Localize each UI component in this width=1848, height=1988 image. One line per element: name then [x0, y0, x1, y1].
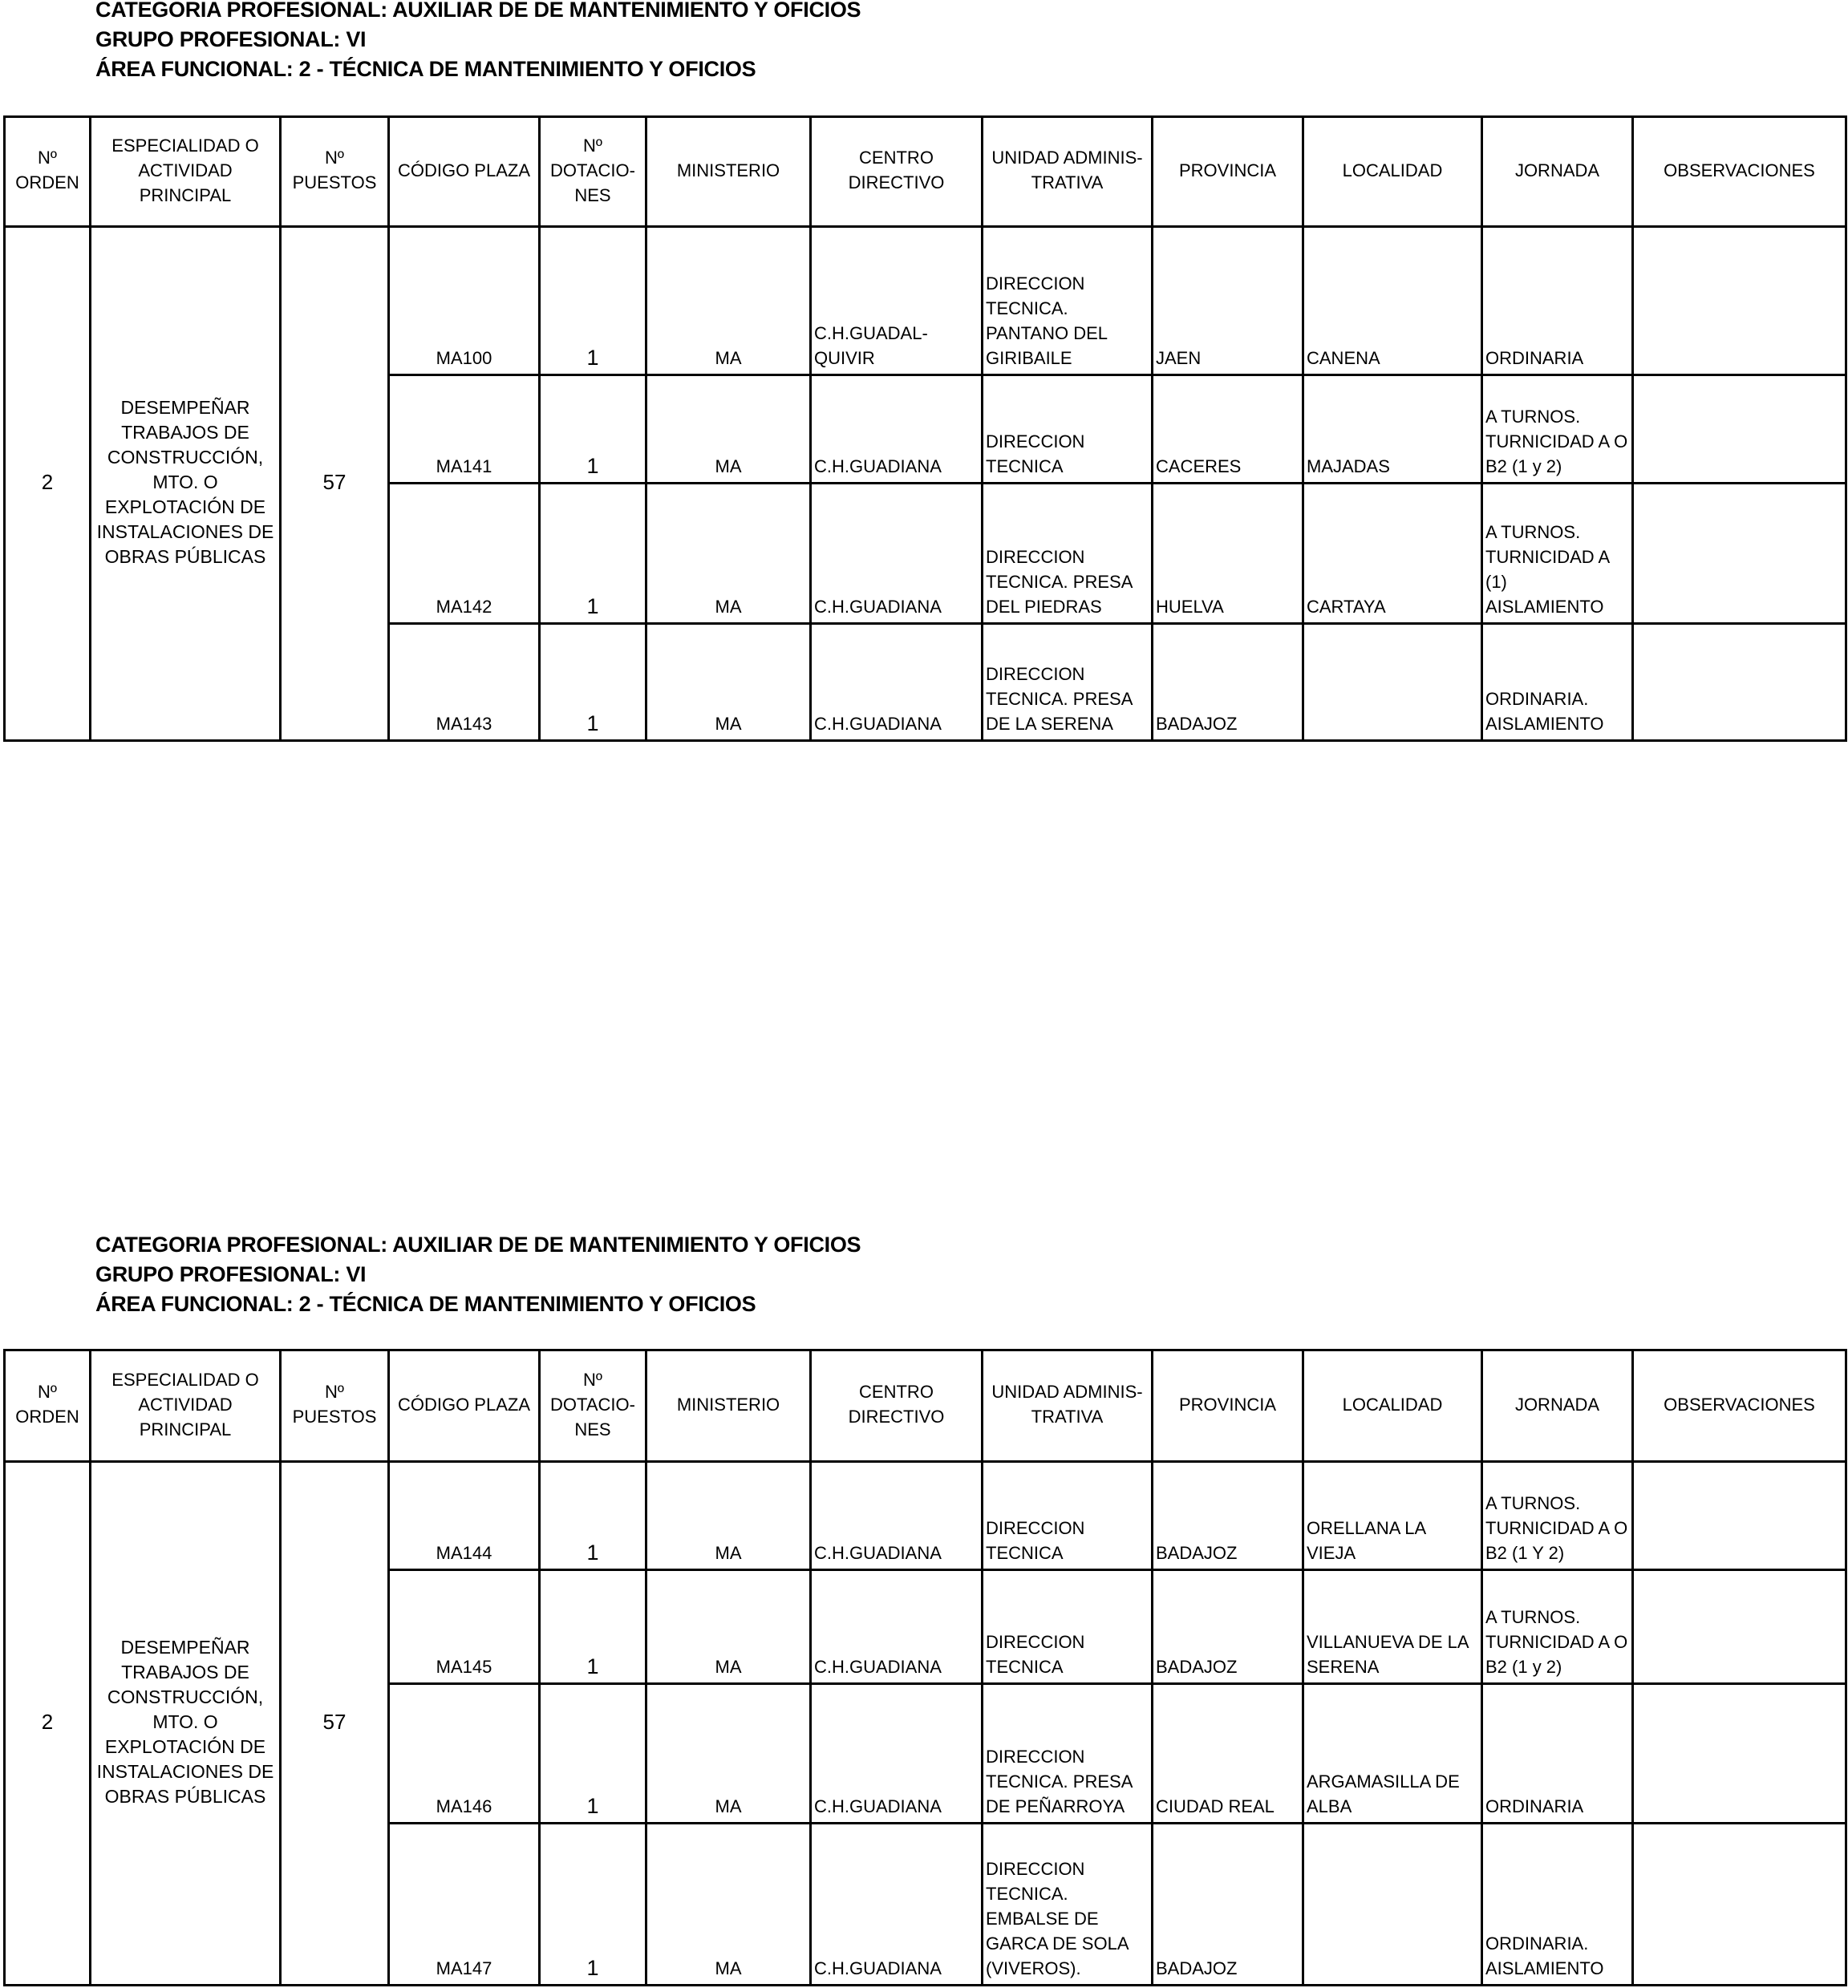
ministerio-cell: MA	[646, 484, 811, 624]
column-header: CENTRO DIRECTIVO	[811, 1350, 983, 1462]
ministerio-cell: MA	[646, 227, 811, 375]
centro-cell: C.H.GUADAL-QUIVIR	[811, 227, 983, 375]
unidad-cell: DIRECCION TECNICA. PRESA DE PEÑARROYA	[983, 1684, 1153, 1824]
observaciones-cell	[1633, 227, 1846, 375]
section-1-titles	[95, 0, 861, 84]
section-title-line: ÁREA FUNCIONAL: 2 - TÉCNICA DE MANTENIMIENTO Y OFICIOS	[95, 1292, 756, 1316]
observaciones-cell	[1633, 375, 1846, 484]
jornada-cell: A TURNOS. TURNICIDAD A O B2 (1 Y 2)	[1482, 1462, 1633, 1570]
codigo-cell: MA144	[389, 1462, 540, 1570]
puestos-cell: 57	[281, 227, 389, 741]
localidad-cell: MAJADAS	[1303, 375, 1482, 484]
observaciones-cell	[1633, 1570, 1846, 1684]
provincia-cell: BADAJOZ	[1153, 1824, 1303, 1986]
column-header: PROVINCIA	[1153, 1350, 1303, 1462]
codigo-cell: MA142	[389, 484, 540, 624]
unidad-cell: DIRECCION TECNICA. PRESA DEL PIEDRAS	[983, 484, 1153, 624]
provincia-cell: CACERES	[1153, 375, 1303, 484]
positions-table-2	[3, 1349, 1847, 1986]
column-header: CÓDIGO PLAZA	[389, 1350, 540, 1462]
unidad-cell: DIRECCION TECNICA	[983, 1462, 1153, 1570]
ministerio-cell: MA	[646, 375, 811, 484]
unidad-cell: DIRECCION TECNICA	[983, 1570, 1153, 1684]
table-row	[5, 227, 1846, 375]
unidad-cell: DIRECCION TECNICA. PANTANO DEL GIRIBAILE	[983, 227, 1153, 375]
provincia-cell: BADAJOZ	[1153, 1570, 1303, 1684]
column-header: LOCALIDAD	[1303, 117, 1482, 227]
unidad-cell: DIRECCION TECNICA	[983, 375, 1153, 484]
observaciones-cell	[1633, 1824, 1846, 1986]
dotaciones-cell: 1	[540, 484, 646, 624]
column-header: CENTRO DIRECTIVO	[811, 117, 983, 227]
section-title-line: ÁREA FUNCIONAL: 2 - TÉCNICA DE MANTENIMIENTO Y OFICIOS	[95, 57, 756, 81]
localidad-cell: VILLANUEVA DE LA SERENA	[1303, 1570, 1482, 1684]
unidad-cell: DIRECCION TECNICA. PRESA DE LA SERENA	[983, 624, 1153, 741]
column-header: UNIDAD ADMINIS-TRATIVA	[983, 117, 1153, 227]
observaciones-cell	[1633, 624, 1846, 741]
column-header: JORNADA	[1482, 1350, 1633, 1462]
dotaciones-cell: 1	[540, 1824, 646, 1986]
localidad-cell: CARTAYA	[1303, 484, 1482, 624]
ministerio-cell: MA	[646, 1684, 811, 1824]
provincia-cell: CIUDAD REAL	[1153, 1684, 1303, 1824]
provincia-cell: HUELVA	[1153, 484, 1303, 624]
orden-cell: 2	[5, 227, 91, 741]
dotaciones-cell: 1	[540, 227, 646, 375]
section-title-line: CATEGORIA PROFESIONAL: AUXILIAR DE DE MANTENIMIENTO Y OFICIOS	[95, 0, 861, 22]
localidad-cell: ORELLANA LA VIEJA	[1303, 1462, 1482, 1570]
column-header: OBSERVACIONES	[1633, 117, 1846, 227]
localidad-cell	[1303, 624, 1482, 741]
codigo-cell: MA141	[389, 375, 540, 484]
centro-cell: C.H.GUADIANA	[811, 624, 983, 741]
column-header: MINISTERIO	[646, 117, 811, 227]
column-header: UNIDAD ADMINIS-TRATIVA	[983, 1350, 1153, 1462]
codigo-cell: MA146	[389, 1684, 540, 1824]
centro-cell: C.H.GUADIANA	[811, 375, 983, 484]
header-row	[5, 1350, 1846, 1462]
jornada-cell: A TURNOS. TURNICIDAD A (1) AISLAMIENTO	[1482, 484, 1633, 624]
jornada-cell: A TURNOS. TURNICIDAD A O B2 (1 y 2)	[1482, 375, 1633, 484]
column-header: LOCALIDAD	[1303, 1350, 1482, 1462]
header-row	[5, 117, 1846, 227]
localidad-cell	[1303, 1824, 1482, 1986]
provincia-cell: BADAJOZ	[1153, 1462, 1303, 1570]
dotaciones-cell: 1	[540, 1462, 646, 1570]
codigo-cell: MA143	[389, 624, 540, 741]
ministerio-cell: MA	[646, 624, 811, 741]
column-header: OBSERVACIONES	[1633, 1350, 1846, 1462]
column-header: Nº ORDEN	[5, 117, 91, 227]
observaciones-cell	[1633, 1462, 1846, 1570]
column-header: JORNADA	[1482, 117, 1633, 227]
section-title-line: GRUPO PROFESIONAL: VI	[95, 1262, 367, 1286]
ministerio-cell: MA	[646, 1824, 811, 1986]
codigo-cell: MA145	[389, 1570, 540, 1684]
ministerio-cell: MA	[646, 1570, 811, 1684]
centro-cell: C.H.GUADIANA	[811, 484, 983, 624]
jornada-cell: ORDINARIA. AISLAMIENTO	[1482, 624, 1633, 741]
centro-cell: C.H.GUADIANA	[811, 1824, 983, 1986]
codigo-cell: MA100	[389, 227, 540, 375]
jornada-cell: ORDINARIA	[1482, 227, 1633, 375]
section-2-titles	[95, 1230, 861, 1319]
dotaciones-cell: 1	[540, 624, 646, 741]
jornada-cell: ORDINARIA	[1482, 1684, 1633, 1824]
centro-cell: C.H.GUADIANA	[811, 1684, 983, 1824]
codigo-cell: MA147	[389, 1824, 540, 1986]
centro-cell: C.H.GUADIANA	[811, 1570, 983, 1684]
column-header: Nº PUESTOS	[281, 117, 389, 227]
provincia-cell: BADAJOZ	[1153, 624, 1303, 741]
provincia-cell: JAEN	[1153, 227, 1303, 375]
column-header: Nº ORDEN	[5, 1350, 91, 1462]
positions-table-1	[3, 115, 1847, 742]
column-header: PROVINCIA	[1153, 117, 1303, 227]
especialidad-cell: DESEMPEÑAR TRABAJOS DE CONSTRUCCIÓN, MTO. O EXPLOTACIÓN DE INSTALACIONES DE OBRAS PÚBLICAS	[91, 1462, 281, 1986]
column-header: CÓDIGO PLAZA	[389, 117, 540, 227]
orden-cell: 2	[5, 1462, 91, 1986]
column-header: MINISTERIO	[646, 1350, 811, 1462]
localidad-cell: CANENA	[1303, 227, 1482, 375]
puestos-cell: 57	[281, 1462, 389, 1986]
column-header: Nº DOTACIO-NES	[540, 117, 646, 227]
jornada-cell: ORDINARIA. AISLAMIENTO	[1482, 1824, 1633, 1986]
section-title-line: CATEGORIA PROFESIONAL: AUXILIAR DE DE MANTENIMIENTO Y OFICIOS	[95, 1233, 861, 1257]
ministerio-cell: MA	[646, 1462, 811, 1570]
observaciones-cell	[1633, 484, 1846, 624]
dotaciones-cell: 1	[540, 375, 646, 484]
table-row	[5, 1462, 1846, 1570]
dotaciones-cell: 1	[540, 1570, 646, 1684]
section-title-line: GRUPO PROFESIONAL: VI	[95, 27, 367, 51]
column-header: Nº DOTACIO-NES	[540, 1350, 646, 1462]
jornada-cell: A TURNOS. TURNICIDAD A O B2 (1 y 2)	[1482, 1570, 1633, 1684]
column-header: ESPECIALIDAD O ACTIVIDAD PRINCIPAL	[91, 117, 281, 227]
column-header: Nº PUESTOS	[281, 1350, 389, 1462]
unidad-cell: DIRECCION TECNICA. EMBALSE DE GARCA DE SOLA (VIVEROS).	[983, 1824, 1153, 1986]
localidad-cell: ARGAMASILLA DE ALBA	[1303, 1684, 1482, 1824]
observaciones-cell	[1633, 1684, 1846, 1824]
column-header: ESPECIALIDAD O ACTIVIDAD PRINCIPAL	[91, 1350, 281, 1462]
dotaciones-cell: 1	[540, 1684, 646, 1824]
especialidad-cell: DESEMPEÑAR TRABAJOS DE CONSTRUCCIÓN, MTO. O EXPLOTACIÓN DE INSTALACIONES DE OBRAS PÚBLICAS	[91, 227, 281, 741]
centro-cell: C.H.GUADIANA	[811, 1462, 983, 1570]
